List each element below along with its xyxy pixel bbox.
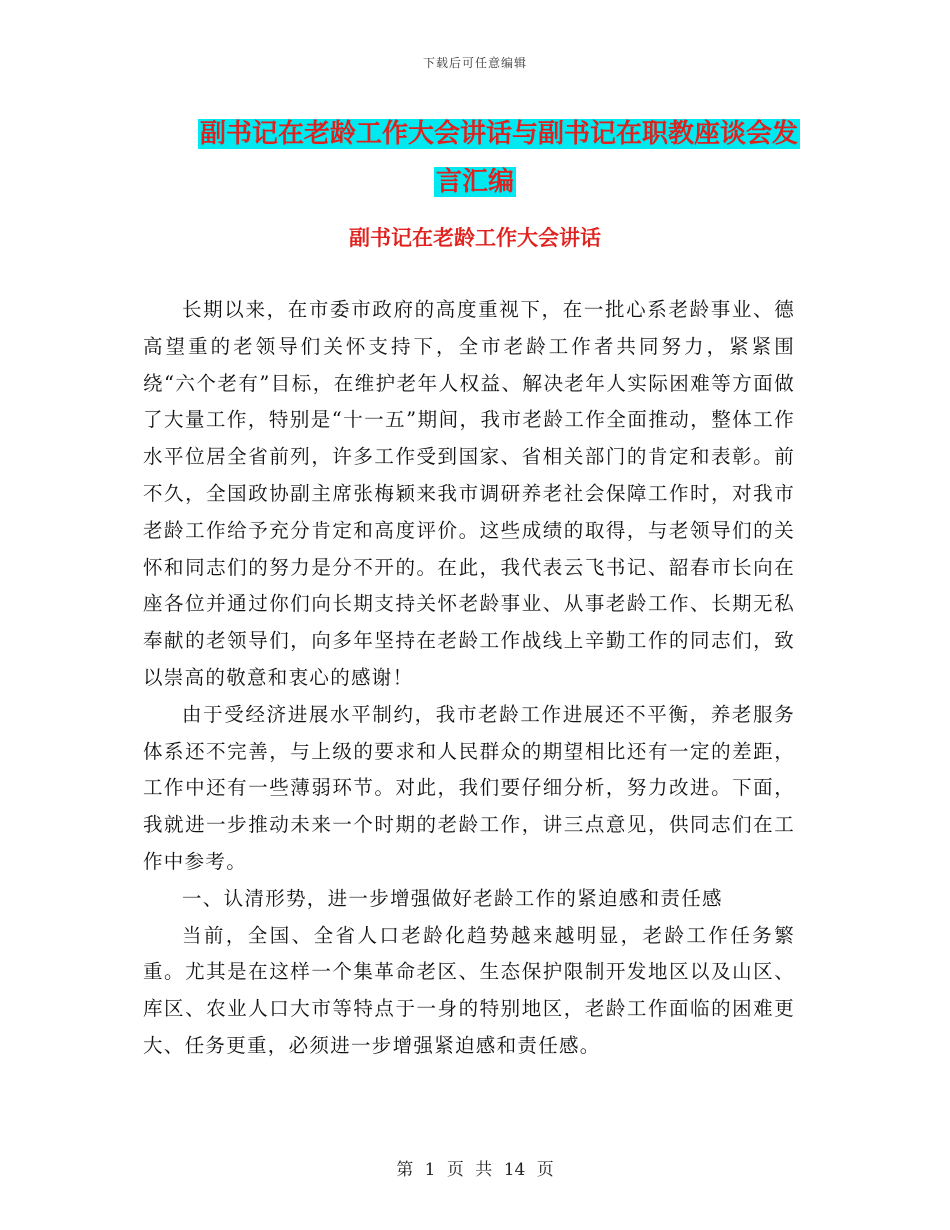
paragraph: 由于受经济进展水平制约，我市老龄工作进展还不平衡，养老服务体系还不完善，与上级的要求和人民群众的期望相比还有一定的差距，工作中还有一些薄弱环节。对此，我们要仔细分析，努力改进。下面，我就进一步推动未来一个时期的老龄工作，讲三点意见，供同志们在工作中参考。 — [143, 702, 795, 873]
body-text — [143, 292, 795, 1065]
title-line-1-text: 副书记在老龄工作大会讲话与副书记在职教座谈会发 — [199, 119, 798, 149]
paragraph: 当前，全国、全省人口老龄化趋势越来越明显，老龄工作任务繁重。尤其是在这样一个集革命老区、生态保护限制开发地区以及山区、库区、农业人口大市等特点于一身的特别地区，老龄工作面临的困难更大、任务更重，必须进一步增强紧迫感和责任感。 — [143, 923, 795, 1057]
paragraph: 长期以来，在市委市政府的高度重视下，在一批心系老龄事业、德高望重的老领导们关怀支持下，全市老龄工作者共同努力，紧紧围绕“六个老有”目标，在维护老年人权益、解决老年人实际困难等方面做了大量工作，特别是“十一五”期间，我市老龄工作全面推动，整体工作水平位居全省前列，许多工作受到国家、省相关部门的肯定和表彰。前不久，全国政协副主席张梅颖来我市调研养老社会保障工作时，对我市老龄工作给予充分肯定和高度评价。这些成绩的取得，与老领导们的关怀和同志们的努力是分不开的。在此，我代表云飞书记、韶春市长向在座各位并通过你们向长期支持关怀老龄事业、从事老龄工作、长期无私奉献的老领导们，向多年坚持在老龄工作战线上辛勤工作的同志们，致以崇高的敬意和衷心的感谢！ — [143, 298, 795, 689]
paragraph-heading: 一、认清形势，进一步增强做好老龄工作的紧迫感和责任感 — [182, 886, 723, 910]
document-title — [0, 110, 950, 206]
page-header-note: 下载后可任意编辑 — [422, 56, 527, 70]
title-line-2 — [0, 158, 950, 206]
page-footer: 第 1 页 共 14 页 — [396, 1160, 554, 1180]
title-line-1 — [0, 110, 950, 158]
section-title: 副书记在老龄工作大会讲话 — [349, 226, 601, 250]
title-line-2-text: 言汇编 — [435, 167, 514, 197]
